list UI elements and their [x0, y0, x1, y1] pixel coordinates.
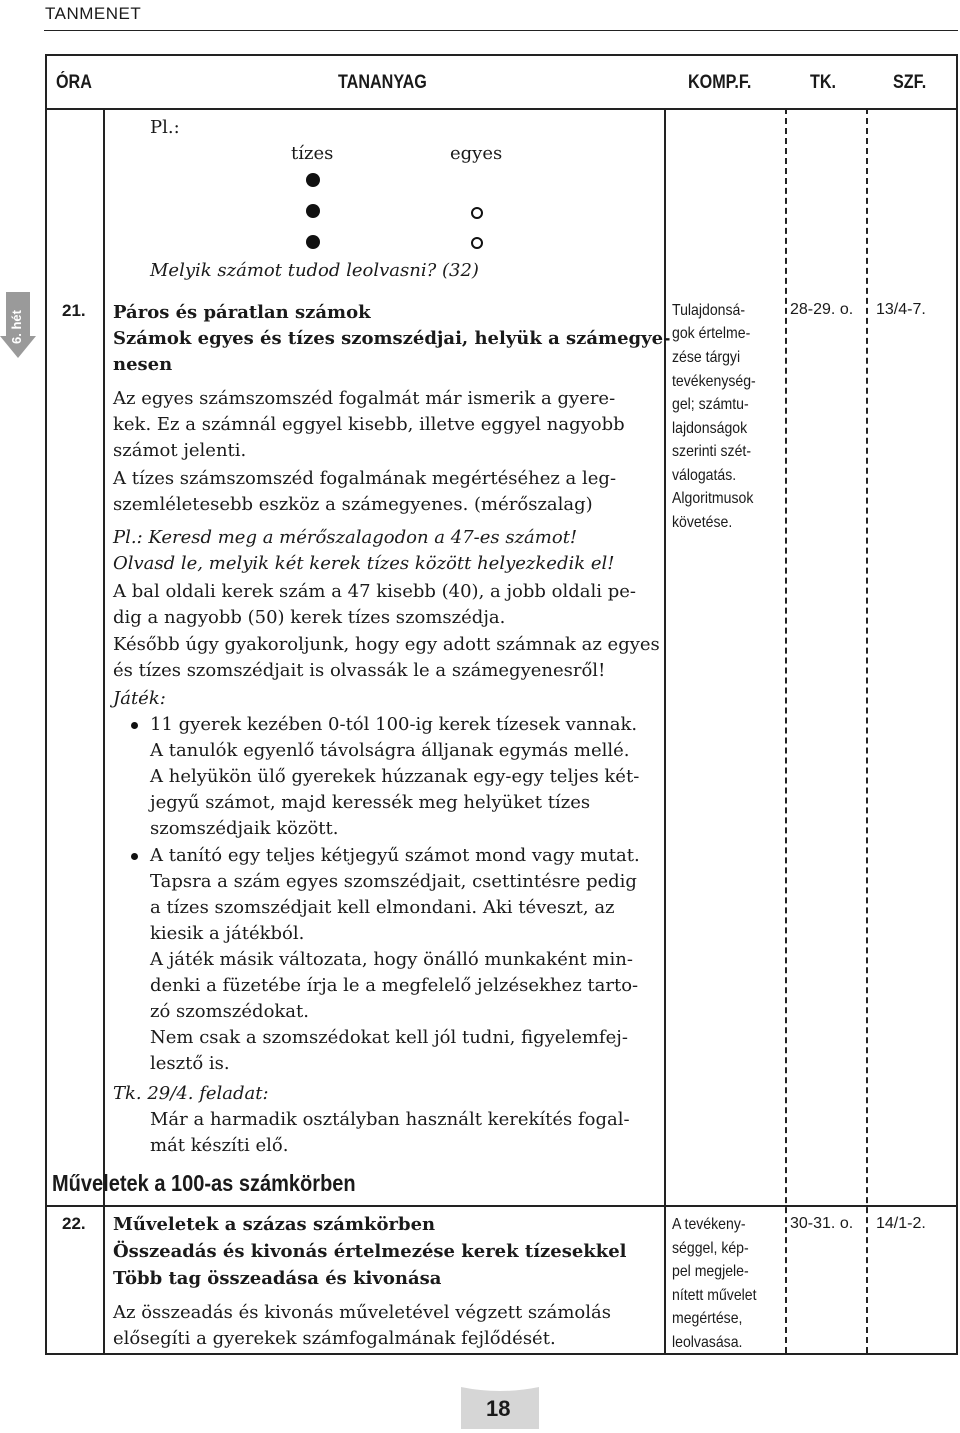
game-bullet-1-line: 11 gyerek kezében 0-tól 100-ig kerek tízesek vannak. [150, 714, 638, 735]
game-bullet-2-line: Tapsra a szám egyes szomszédjait, csettintésre pedig [150, 871, 637, 892]
tananyag-column-divider [664, 108, 666, 1205]
game-bullet-1-line: szomszédjaik között. [150, 818, 339, 839]
lesson-21-komp-line: válogatás. [672, 467, 737, 484]
lesson-21-number: 21. [62, 301, 86, 320]
document-header-title: TANMENET [45, 4, 142, 23]
game-bullet-2-line: denki a füzetébe írja le a megfelelő jelzésekhez tarto- [150, 975, 639, 996]
game-bullet-1-line: A tanulók egyenlő távolságra álljanak egymás mellé. [150, 740, 630, 761]
lesson-21-komp-line: gok értelme- [672, 325, 751, 342]
column-header-tk: TK. [810, 72, 837, 93]
example-ones-header: egyes [450, 143, 503, 164]
lesson-22-title-line: Összeadás és kivonás értelmezése kerek tízesekkel [113, 1241, 627, 1262]
header-rule [44, 30, 958, 31]
lesson-22-komp-line: pel megjele- [672, 1263, 749, 1280]
lesson-22-paragraph-line: Az összeadás és kivonás műveletével végzett számolás [113, 1302, 611, 1323]
lesson-21-paragraph-line: kek. Ez a számnál eggyel kisebb, illetve eggyel nagyobb [113, 414, 625, 435]
section-divider [45, 1205, 958, 1207]
lesson-21-komp-line: követése. [672, 514, 733, 531]
ora-column-divider [103, 108, 105, 1205]
column-header-ora: ÓRA [56, 72, 92, 93]
lesson-22-komp-line: leolvasása. [672, 1334, 743, 1351]
game-bullet-2-line: zó szomszédokat. [150, 1001, 309, 1022]
ora-column-divider-lower [103, 1205, 105, 1355]
game-bullet-2-line: kiesik a játékból. [150, 923, 305, 944]
lesson-21-title-line: Számok egyes és tízes szomszédjai, helyük a számegye- [113, 328, 671, 349]
example-tens-header: tízes [291, 143, 334, 164]
game-bullet-1-line: A helyükön ülő gyerekek húzzanak egy-egy teljes két- [150, 766, 640, 787]
lesson-22-tk-pages: 30-31. o. [790, 1215, 854, 1232]
bullet-dot [131, 853, 138, 860]
lesson-21-paragraph-line: és tízes szomszédjait is olvassák le a számegyenesről! [113, 660, 606, 681]
example-question: Melyik számot tudod leolvasni? (32) [150, 260, 479, 281]
lesson-21-paragraph-line: szemléletesebb eszköz a számegyenes. (mérőszalag) [113, 494, 593, 515]
lesson-21-paragraph-line: számot jelenti. [113, 440, 247, 461]
lesson-21-komp-line: lajdonságok [672, 420, 748, 437]
lesson-22-number: 22. [62, 1214, 86, 1233]
tens-dot-filled [306, 235, 320, 249]
game-bullet-2-line: lesztő is. [150, 1053, 230, 1074]
lesson-21-komp-line: zése tárgyi [672, 349, 741, 366]
lesson-21-paragraph-line: A tízes számszomszéd fogalmának megértéséhez a leg- [113, 468, 617, 489]
lesson-21-title-line: nesen [113, 354, 173, 375]
tk-label-text: Tk. 29/4. feladat: [113, 1083, 269, 1104]
week-tab-label: 6. hét [9, 310, 24, 344]
lesson-22-komp-line: séggel, kép- [672, 1240, 749, 1257]
lesson-21-paragraph-line: Az egyes számszomszéd fogalmát már ismerik a gyere- [113, 388, 616, 409]
lesson-21-komp-line: Tulajdonsá- [672, 302, 746, 319]
lesson-22-komp-line: megértése, [672, 1310, 743, 1327]
tens-dot-filled [306, 173, 320, 187]
lesson-22-szf: 14/1-2. [876, 1215, 926, 1232]
header-row-divider [45, 108, 958, 110]
lesson-21-komp-line: gel; számtu- [672, 396, 749, 413]
table-frame [45, 54, 958, 1355]
lesson-21-komp-line: Algoritmusok [672, 490, 754, 507]
lesson-22-paragraph-line: elősegíti a gyerekek számfogalmának fejlődését. [113, 1328, 556, 1349]
column-header-komp: KOMP.F. [688, 72, 752, 93]
lesson-21-paragraph-line: dig a nagyobb (50) kerek tízes szomszédja. [113, 607, 506, 628]
lesson-22-komp-line: A tevékeny- [672, 1216, 746, 1233]
game-bullet-1-line: jegyű számot, majd keressék meg helyüket tízes [150, 792, 591, 813]
lesson-21-tk-text-line: mát készíti elő. [150, 1135, 289, 1156]
ones-dot-empty [471, 237, 483, 249]
lesson-22-title-line: Műveletek a százas számkörben [113, 1214, 436, 1235]
lesson-21-tk-text-line: Már a harmadik osztályban használt kerekítés fogal- [150, 1109, 630, 1130]
lesson-21-example-line: Olvasd le, melyik két kerek tízes között helyezkedik el! [113, 553, 615, 574]
tens-dot-filled [306, 204, 320, 218]
lesson-21-komp-line: tevékenység- [672, 373, 756, 390]
game-bullet-2-line: A játék másik változata, hogy önálló munkaként min- [150, 949, 633, 970]
column-header-szf: SZF. [893, 72, 927, 93]
lesson-21-tk-pages: 28-29. o. [790, 301, 854, 318]
column-header-tananyag: TANANYAG [338, 72, 427, 93]
game-bullet-2-line: a tízes szomszédjait kell elmondani. Aki téveszt, az [150, 897, 615, 918]
tananyag-column-divider-lower [664, 1205, 666, 1355]
lesson-22-komp-line: nített művelet [672, 1287, 757, 1304]
lesson-21-paragraph-line: A bal oldali kerek szám a 47 kisebb (40), a jobb oldali pe- [113, 581, 636, 602]
example-pl-label: Pl.: [150, 117, 180, 138]
lesson-21-szf: 13/4-7. [876, 301, 926, 318]
game-bullet-2-line: Nem csak a szomszédokat kell jól tudni, figyelemfej- [150, 1027, 628, 1048]
lesson-21-title-line: Páros és páratlan számok [113, 302, 371, 323]
lesson-21-example-line: Pl.: Keresd meg a mérőszalagodon a 47-es számot! [113, 527, 578, 548]
lesson-22-title-line: Több tag összeadása és kivonása [113, 1268, 442, 1289]
bullet-dot [131, 722, 138, 729]
game-bullet-2-line: A tanító egy teljes kétjegyű számot mond vagy mutat. [150, 845, 640, 866]
page-number: 18 [486, 1396, 511, 1421]
lesson-21-game-label: Játék: [113, 688, 166, 709]
section-heading: Műveletek a 100-as számkörben [52, 1170, 356, 1196]
ones-dot-empty [471, 207, 483, 219]
lesson-21-komp-line: szerinti szét- [672, 443, 752, 460]
tk-column-divider [866, 108, 868, 1353]
lesson-21-tk-label [113, 1081, 269, 1107]
komp-column-divider [785, 108, 787, 1353]
lesson-21-paragraph-line: Később úgy gyakoroljunk, hogy egy adott számnak az egyes [113, 634, 660, 655]
